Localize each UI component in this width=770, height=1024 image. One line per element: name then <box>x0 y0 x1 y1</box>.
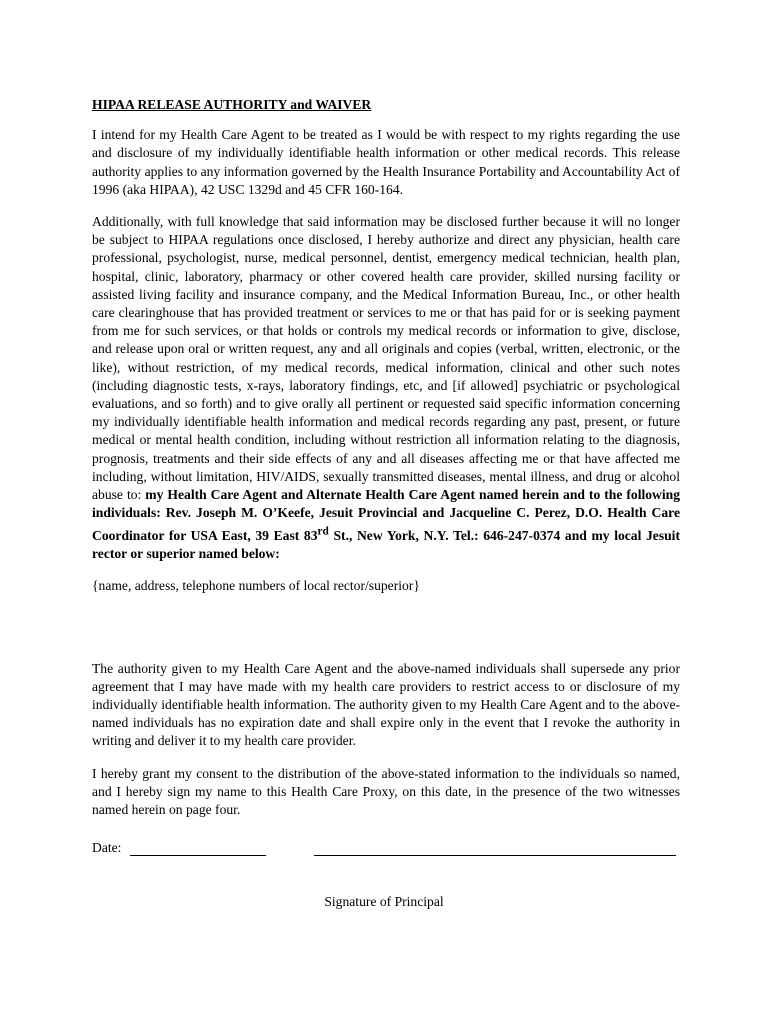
signature-row <box>92 839 680 910</box>
rector-placeholder: {name, address, telephone numbers of local rector/superior} <box>92 578 420 594</box>
document-title: HIPAA RELEASE AUTHORITY and WAIVER <box>92 97 372 112</box>
recipients-text-a: my Health Care Agent and Alternate Health Care Agent named herein and to the following individuals: Rev. Joseph M. O’Keefe, Jesuit Provincial and Jacqueline C. Perez, D.O. Health Care Coordinator for USA East, 39 East 83 <box>92 487 680 543</box>
date-line[interactable] <box>130 855 266 856</box>
paragraph-consent: I hereby grant my consent to the distribution of the above-stated information to the individuals so named, and I hereby sign my name to this Health Care Proxy, on this date, in the presence of the two witnesses named herein on page four. <box>92 765 680 818</box>
signature-label: Signature of Principal <box>324 894 444 910</box>
recipients-text-b: St., New York, N.Y. Tel.: 646-247-0374 and my local Jesuit rector or superior named below: <box>92 528 680 562</box>
date-label: Date: <box>92 840 122 856</box>
paragraph-intent: I intend for my Health Care Agent to be treated as I would be with respect to my rights regarding the use and disclosure of my individually identifiable health information or other medical records. This release authority applies to any information governed by the Health Insurance Portability and Accountability Act of 1996 (aka HIPAA), 42 USC 1329d and 45 CFR 160-164. <box>92 127 680 197</box>
recipients-superscript: rd <box>317 525 329 538</box>
authorization-recipients <box>92 487 680 561</box>
authorization-text: Additionally, with full knowledge that said information may be disclosed further because it will no longer be subject to HIPAA regulations once disclosed, I hereby authorize and direct any physician, health care professional, psychologist, nurse, medical personnel, dentist, emergency medical technician, health plan, hospital, clinic, laboratory, pharmacy or other covered health care provider, skilled nursing facility or assisted living facility and insurance company, and the Medical Information Bureau, Inc., or other health care clearinghouse that has provided treatment or services to me or that has paid for or is seeking payment from me for such services, or that holds or controls my medical records or information to give, disclose, and release upon oral or written request, any and all originals and copies (verbal, written, electronic, or the like), without restriction, of my medical records, medical information, clinical and other such notes (including diagnostic tests, x-rays, laboratory findings, etc, and [if allowed] psychiatric or psychological evaluations, and so forth) and to give orally all pertinent or requested said specific information concerning my individually identifiable health information and medical records regarding any past, present, or future medical or mental health condition, including without restriction all information relating to the diagnosis, prognosis, treatments and their side effects of any and all diseases affecting me or that have affected me including, without limitation, HIV/AIDS, sexually transmitted diseases, mental illness, and drug or alcohol abuse to: <box>92 214 680 503</box>
signature-line[interactable] <box>314 855 676 856</box>
paragraph-supersede: The authority given to my Health Care Agent and the above-named individuals shall supersede any prior agreement that I may have made with my health care providers to restrict access to or disclosure of my individually identifiable health information. The authority given to my Health Care Agent and to the above-named individuals has no expiration date and shall expire only in the event that I revoke the authority in writing and deliver it to my health care provider. <box>92 660 680 749</box>
paragraph-authorization <box>92 213 680 563</box>
document-page <box>92 96 680 910</box>
